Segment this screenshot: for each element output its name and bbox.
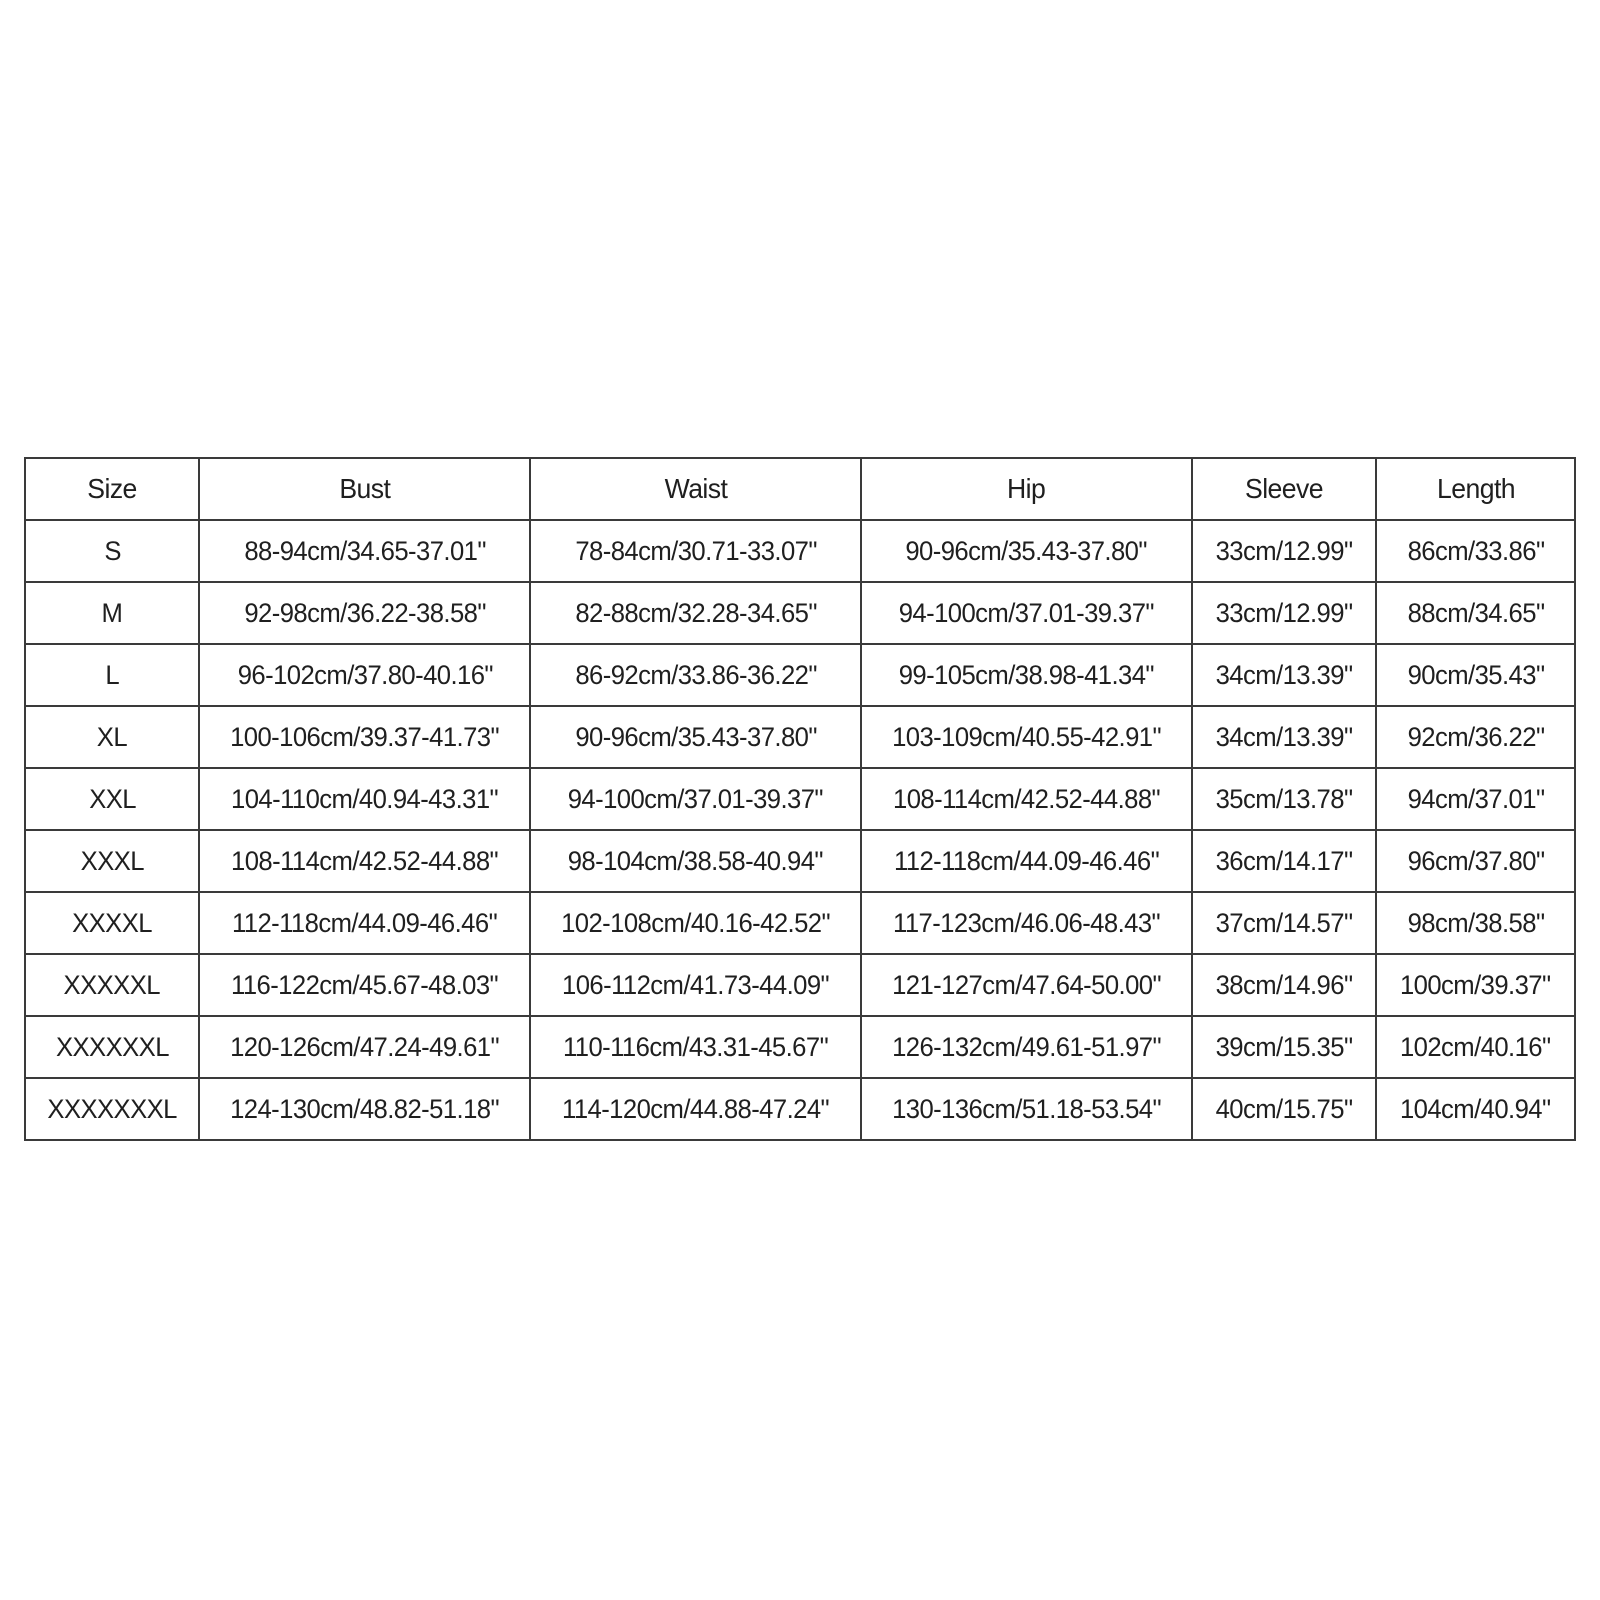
header-sleeve: Sleeve bbox=[1192, 458, 1376, 520]
cell-bust: 104-110cm/40.94-43.31" bbox=[199, 768, 530, 830]
header-row bbox=[25, 458, 1575, 520]
cell-hip: 117-123cm/46.06-48.43" bbox=[861, 892, 1192, 954]
cell-bust: 112-118cm/44.09-46.46" bbox=[199, 892, 530, 954]
cell-bust: 120-126cm/47.24-49.61" bbox=[199, 1016, 530, 1078]
cell-waist: 114-120cm/44.88-47.24" bbox=[530, 1078, 861, 1140]
cell-sleeve: 33cm/12.99" bbox=[1192, 520, 1376, 582]
header-length: Length bbox=[1376, 458, 1575, 520]
cell-waist: 78-84cm/30.71-33.07" bbox=[530, 520, 861, 582]
size-chart-table bbox=[24, 457, 1576, 1141]
header-size: Size bbox=[25, 458, 199, 520]
cell-sleeve: 37cm/14.57" bbox=[1192, 892, 1376, 954]
cell-hip: 121-127cm/47.64-50.00" bbox=[861, 954, 1192, 1016]
cell-size: XXXXL bbox=[25, 892, 199, 954]
cell-bust: 108-114cm/42.52-44.88" bbox=[199, 830, 530, 892]
cell-size: XXXXXXL bbox=[25, 1016, 199, 1078]
cell-length: 92cm/36.22" bbox=[1376, 706, 1575, 768]
table-row bbox=[25, 706, 1575, 768]
cell-sleeve: 40cm/15.75" bbox=[1192, 1078, 1376, 1140]
cell-waist: 90-96cm/35.43-37.80" bbox=[530, 706, 861, 768]
table-row bbox=[25, 582, 1575, 644]
cell-size: XL bbox=[25, 706, 199, 768]
table-row bbox=[25, 644, 1575, 706]
cell-size: XXL bbox=[25, 768, 199, 830]
cell-hip: 94-100cm/37.01-39.37" bbox=[861, 582, 1192, 644]
cell-waist: 94-100cm/37.01-39.37" bbox=[530, 768, 861, 830]
cell-sleeve: 34cm/13.39" bbox=[1192, 644, 1376, 706]
cell-sleeve: 33cm/12.99" bbox=[1192, 582, 1376, 644]
cell-sleeve: 35cm/13.78" bbox=[1192, 768, 1376, 830]
cell-sleeve: 38cm/14.96" bbox=[1192, 954, 1376, 1016]
cell-length: 98cm/38.58" bbox=[1376, 892, 1575, 954]
size-chart-body bbox=[25, 520, 1575, 1140]
cell-size: M bbox=[25, 582, 199, 644]
cell-hip: 130-136cm/51.18-53.54" bbox=[861, 1078, 1192, 1140]
cell-sleeve: 39cm/15.35" bbox=[1192, 1016, 1376, 1078]
cell-size: XXXXXL bbox=[25, 954, 199, 1016]
cell-length: 88cm/34.65" bbox=[1376, 582, 1575, 644]
table-row bbox=[25, 1016, 1575, 1078]
table-row bbox=[25, 768, 1575, 830]
cell-length: 90cm/35.43" bbox=[1376, 644, 1575, 706]
cell-sleeve: 36cm/14.17" bbox=[1192, 830, 1376, 892]
cell-length: 94cm/37.01" bbox=[1376, 768, 1575, 830]
cell-bust: 92-98cm/36.22-38.58" bbox=[199, 582, 530, 644]
cell-sleeve: 34cm/13.39" bbox=[1192, 706, 1376, 768]
cell-bust: 88-94cm/34.65-37.01" bbox=[199, 520, 530, 582]
cell-bust: 96-102cm/37.80-40.16" bbox=[199, 644, 530, 706]
cell-waist: 106-112cm/41.73-44.09" bbox=[530, 954, 861, 1016]
size-chart-header bbox=[25, 458, 1575, 520]
cell-hip: 103-109cm/40.55-42.91" bbox=[861, 706, 1192, 768]
cell-length: 86cm/33.86" bbox=[1376, 520, 1575, 582]
header-bust: Bust bbox=[199, 458, 530, 520]
table-row bbox=[25, 1078, 1575, 1140]
cell-hip: 90-96cm/35.43-37.80" bbox=[861, 520, 1192, 582]
table-row bbox=[25, 954, 1575, 1016]
cell-length: 96cm/37.80" bbox=[1376, 830, 1575, 892]
cell-waist: 98-104cm/38.58-40.94" bbox=[530, 830, 861, 892]
cell-waist: 86-92cm/33.86-36.22" bbox=[530, 644, 861, 706]
cell-waist: 102-108cm/40.16-42.52" bbox=[530, 892, 861, 954]
cell-hip: 108-114cm/42.52-44.88" bbox=[861, 768, 1192, 830]
cell-hip: 99-105cm/38.98-41.34" bbox=[861, 644, 1192, 706]
cell-size: XXXXXXXL bbox=[25, 1078, 199, 1140]
cell-size: XXXL bbox=[25, 830, 199, 892]
table-row bbox=[25, 892, 1575, 954]
cell-bust: 100-106cm/39.37-41.73" bbox=[199, 706, 530, 768]
cell-hip: 126-132cm/49.61-51.97" bbox=[861, 1016, 1192, 1078]
cell-waist: 110-116cm/43.31-45.67" bbox=[530, 1016, 861, 1078]
cell-size: S bbox=[25, 520, 199, 582]
cell-waist: 82-88cm/32.28-34.65" bbox=[530, 582, 861, 644]
table-row bbox=[25, 520, 1575, 582]
cell-length: 100cm/39.37" bbox=[1376, 954, 1575, 1016]
header-waist: Waist bbox=[530, 458, 861, 520]
cell-size: L bbox=[25, 644, 199, 706]
table-row bbox=[25, 830, 1575, 892]
cell-length: 102cm/40.16" bbox=[1376, 1016, 1575, 1078]
cell-bust: 124-130cm/48.82-51.18" bbox=[199, 1078, 530, 1140]
header-hip: Hip bbox=[861, 458, 1192, 520]
cell-hip: 112-118cm/44.09-46.46" bbox=[861, 830, 1192, 892]
cell-bust: 116-122cm/45.67-48.03" bbox=[199, 954, 530, 1016]
cell-length: 104cm/40.94" bbox=[1376, 1078, 1575, 1140]
